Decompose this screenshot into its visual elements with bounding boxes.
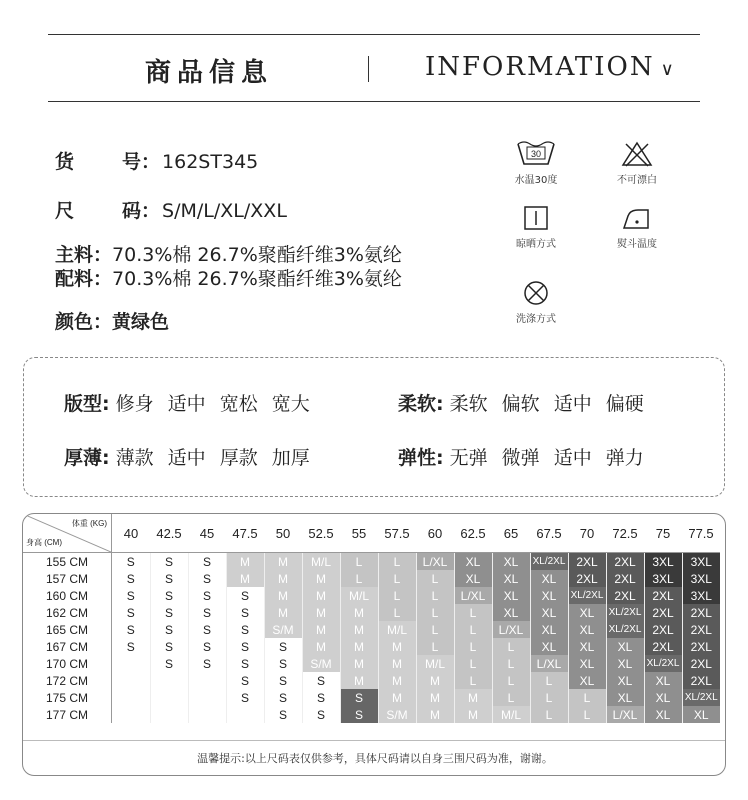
table-row (23, 587, 720, 604)
size-cell: 2XL (682, 638, 720, 655)
size-cell: S (302, 672, 340, 689)
no-bleach-icon (620, 140, 654, 168)
size-cell: S/M (264, 621, 302, 638)
size-cell: L/XL (606, 706, 644, 723)
size-cell: 2XL (682, 604, 720, 621)
size-table (23, 514, 720, 723)
size-cell: XL/2XL (568, 587, 606, 604)
fit-option (220, 389, 258, 416)
size-cell: S (226, 689, 264, 706)
size-label-2: 码 (122, 200, 142, 222)
size-cell: S (112, 638, 151, 655)
size-cell: 2XL (682, 655, 720, 672)
weight-column-header: 42.5 (150, 514, 188, 553)
fit-option (272, 443, 310, 470)
size-cell (150, 672, 188, 689)
size-cell: S (150, 655, 188, 672)
fit-option-label: 薄款 (115, 447, 154, 469)
size-cell: S (264, 689, 302, 706)
size-cell: M (340, 621, 378, 638)
weight-column-header: 47.5 (226, 514, 264, 553)
header-rule (48, 101, 700, 102)
fit-option (168, 389, 206, 416)
fit-option-label: 适中 (167, 393, 206, 415)
chevron-down-icon: ∨ (660, 59, 676, 80)
size-cell: L (340, 553, 378, 571)
fit-option-label: 弹力 (605, 447, 644, 469)
size-cell: L/XL (454, 587, 492, 604)
fit-option (116, 389, 154, 416)
table-row (23, 689, 720, 706)
color-row (55, 307, 169, 334)
size-cell: L (530, 689, 568, 706)
size-cell: XL (492, 553, 530, 571)
no-dryclean-icon (522, 279, 550, 307)
colon: ： (93, 311, 113, 333)
weight-column-header: 60 (416, 514, 454, 553)
weight-column-header: 67.5 (530, 514, 568, 553)
size-cell: L (530, 672, 568, 689)
fit-option-label: 修身 (115, 393, 154, 415)
size-cell: S (264, 672, 302, 689)
weight-column-header: 50 (264, 514, 302, 553)
weight-column-header: 62.5 (454, 514, 492, 553)
fit-option (502, 389, 540, 416)
size-cell (112, 689, 151, 706)
size-cell: XL (530, 621, 568, 638)
size-cell: XL/2XL (682, 689, 720, 706)
size-cell (188, 689, 226, 706)
colon: ： (93, 244, 113, 266)
size-cell: S (264, 655, 302, 672)
size-cell: M/L (378, 621, 416, 638)
fit-row-elastic (398, 443, 658, 470)
thick-label: 厚薄: (64, 447, 110, 469)
fit-option-label: 宽大 (271, 393, 310, 415)
size-cell: L (492, 672, 530, 689)
size-cell: S (188, 553, 226, 571)
size-cell: L (416, 570, 454, 587)
size-cell: XL (454, 570, 492, 587)
elastic-label: 弹性: (398, 447, 444, 469)
size-cell: 2XL (644, 604, 682, 621)
size-cell: XL (530, 604, 568, 621)
size-cell: L (416, 587, 454, 604)
size-cell: M (264, 570, 302, 587)
size-cell: S (150, 621, 188, 638)
table-row (23, 672, 720, 689)
size-cell: M (302, 604, 340, 621)
table-row (23, 638, 720, 655)
size-cell: 3XL (682, 553, 720, 571)
table-row (23, 655, 720, 672)
title-cn: 商品信息 (145, 58, 274, 88)
fit-option (450, 389, 488, 416)
size-cell: XL (606, 672, 644, 689)
fit-row-thick (64, 443, 324, 470)
version-label: 版型: (64, 393, 110, 415)
size-cell: L (378, 553, 416, 571)
size-cell: M (264, 587, 302, 604)
size-cell: XL (644, 672, 682, 689)
size-cell: 2XL (644, 587, 682, 604)
size-cell: XL (568, 604, 606, 621)
height-cell: 165 CM (23, 621, 112, 638)
weight-column-header: 57.5 (378, 514, 416, 553)
size-cell: 2XL (606, 570, 644, 587)
size-cell: XL/2XL (606, 604, 644, 621)
care-iron-label: 熨斗温度 (617, 239, 657, 250)
size-cell: L (492, 689, 530, 706)
size-cell (188, 706, 226, 723)
weight-column-header: 40 (112, 514, 151, 553)
care-wash-temp (505, 140, 567, 186)
size-cell: XL (454, 553, 492, 571)
fit-option (606, 389, 644, 416)
size-cell: L (492, 638, 530, 655)
size-cell: M (226, 570, 264, 587)
size-cell: S (188, 621, 226, 638)
height-cell: 172 CM (23, 672, 112, 689)
weight-column-header: 65 (492, 514, 530, 553)
fit-option (606, 443, 644, 470)
size-cell: XL (644, 706, 682, 723)
size-cell: XL (530, 638, 568, 655)
size-cell: XL (568, 621, 606, 638)
fit-option (272, 389, 310, 416)
size-cell: M (416, 689, 454, 706)
weight-column-header: 70 (568, 514, 606, 553)
size-cell: S/M (302, 655, 340, 672)
size-cell: S (302, 689, 340, 706)
table-row (23, 553, 720, 571)
fit-option-label: 微弹 (501, 447, 540, 469)
size-cell: 2XL (568, 570, 606, 587)
height-header: 身高 (CM) (26, 538, 62, 547)
size-cell: XL (606, 655, 644, 672)
size-cell: L (454, 655, 492, 672)
size-cell (150, 706, 188, 723)
size-cell: L (454, 621, 492, 638)
size-cell: M (340, 604, 378, 621)
height-cell: 160 CM (23, 587, 112, 604)
line-dry-icon (522, 204, 550, 232)
size-cell: 2XL (606, 553, 644, 571)
size-cell: XL (568, 672, 606, 689)
care-washing (505, 279, 567, 325)
size-cell: 3XL (644, 570, 682, 587)
size-cell: L (378, 570, 416, 587)
size-cell: XL (606, 638, 644, 655)
size-cell (112, 672, 151, 689)
size-cell: S (188, 638, 226, 655)
size-cell: M (302, 621, 340, 638)
size-cell: M (302, 587, 340, 604)
size-cell: M (378, 655, 416, 672)
colon: ： (93, 268, 113, 290)
care-wash-temp-label: 水温30度 (514, 175, 558, 186)
size-cell: 2XL (568, 553, 606, 571)
table-row (23, 621, 720, 638)
fit-option-label: 适中 (553, 447, 592, 469)
size-cell: L (454, 672, 492, 689)
size-cell: M/L (416, 655, 454, 672)
size-cell: M (416, 672, 454, 689)
weight-column-header: 52.5 (302, 514, 340, 553)
size-cell (150, 689, 188, 706)
care-dry (505, 204, 567, 250)
size-row (55, 196, 287, 223)
size-cell: L/XL (492, 621, 530, 638)
size-cell: XL (682, 706, 720, 723)
fit-option-label: 厚款 (219, 447, 258, 469)
size-cell: S (150, 638, 188, 655)
size-table-header (23, 514, 720, 553)
size-cell: XL (530, 570, 568, 587)
weight-column-header: 45 (188, 514, 226, 553)
size-cell: S (112, 587, 151, 604)
size-cell: S (112, 621, 151, 638)
size-cell: M (416, 706, 454, 723)
size-cell: S/M (378, 706, 416, 723)
colon: ： (141, 200, 161, 222)
soft-label: 柔软: (398, 393, 444, 415)
main-material-label: 主料 (55, 244, 94, 266)
lining-value: 70.3%棉 26.7%聚酯纤维3%氨纶 (112, 268, 402, 290)
size-label-1: 尺 (55, 200, 75, 222)
size-cell: L/XL (530, 655, 568, 672)
size-cell (188, 672, 226, 689)
size-table-body (23, 553, 720, 724)
size-cell: S (112, 553, 151, 571)
size-cell: M (454, 689, 492, 706)
height-cell: 162 CM (23, 604, 112, 621)
size-cell: L/XL (416, 553, 454, 571)
size-cell: M (340, 655, 378, 672)
size-cell: S (340, 689, 378, 706)
size-cell: S (226, 672, 264, 689)
size-cell: S (150, 553, 188, 571)
fit-option (450, 443, 488, 470)
size-cell: M (378, 672, 416, 689)
size-cell: S (340, 706, 378, 723)
fit-option-label: 宽松 (219, 393, 258, 415)
size-cell: S (226, 604, 264, 621)
size-cell: M (340, 672, 378, 689)
size-cell: L (416, 604, 454, 621)
size-cell: S (226, 655, 264, 672)
size-cell: XL/2XL (644, 655, 682, 672)
size-cell: L (492, 655, 530, 672)
item-number-label-2: 号 (122, 151, 142, 173)
size-cell (226, 706, 264, 723)
size-cell: 2XL (644, 638, 682, 655)
size-cell: S (302, 706, 340, 723)
fit-option-label: 柔软 (449, 393, 488, 415)
fit-option (168, 443, 206, 470)
size-cell: S (150, 604, 188, 621)
care-no-bleach-label: 不可漂白 (617, 175, 657, 186)
size-cell: M (302, 638, 340, 655)
fit-option-label: 适中 (167, 447, 206, 469)
top-rule (48, 34, 700, 35)
size-cell: L (454, 638, 492, 655)
fit-option-label: 偏硬 (605, 393, 644, 415)
weight-column-header: 75 (644, 514, 682, 553)
size-cell: S (226, 621, 264, 638)
size-cell: XL (492, 587, 530, 604)
main-material-value: 70.3%棉 26.7%聚酯纤维3%氨纶 (112, 244, 402, 266)
care-no-bleach (606, 140, 668, 186)
fit-option (554, 443, 592, 470)
size-cell: L (378, 604, 416, 621)
size-cell: S (188, 604, 226, 621)
table-row (23, 706, 720, 723)
size-cell (112, 706, 151, 723)
size-cell: M (302, 570, 340, 587)
item-number-label-1: 货 (55, 151, 75, 173)
size-cell: M (226, 553, 264, 571)
item-number-row (55, 147, 258, 174)
size-cell: XL (530, 587, 568, 604)
size-cell: XL (492, 604, 530, 621)
fit-option (116, 443, 154, 470)
size-cell: XL (568, 638, 606, 655)
size-cell: 3XL (682, 570, 720, 587)
size-cell: M (378, 689, 416, 706)
weight-column-header: 72.5 (606, 514, 644, 553)
fit-option-label: 偏软 (501, 393, 540, 415)
size-cell: M (340, 638, 378, 655)
height-cell: 170 CM (23, 655, 112, 672)
size-cell: XL (492, 570, 530, 587)
size-cell: 2XL (644, 621, 682, 638)
size-cell: S (188, 570, 226, 587)
title-en-text: INFORMATION (425, 52, 655, 82)
size-cell: L (454, 604, 492, 621)
title-separator (368, 56, 369, 82)
size-cell: L (416, 638, 454, 655)
size-cell: S (264, 706, 302, 723)
size-cell: M/L (302, 553, 340, 571)
height-cell: 177 CM (23, 706, 112, 723)
size-cell: S (188, 655, 226, 672)
size-cell: 2XL (682, 672, 720, 689)
color-label: 颜色 (55, 311, 94, 333)
fit-option-label: 无弹 (449, 447, 488, 469)
size-cell: M/L (340, 587, 378, 604)
fit-row-version (64, 389, 324, 416)
size-cell: L (568, 706, 606, 723)
size-tip: 温馨提示:以上尺码表仅供参考，具体尺码请以自身三围尺码为准，谢谢。 (197, 752, 553, 765)
size-cell: S (150, 570, 188, 587)
color-value: 黄绿色 (112, 311, 170, 333)
size-cell: M (378, 638, 416, 655)
size-cell: 3XL (682, 587, 720, 604)
care-dry-label: 晾晒方式 (516, 239, 556, 250)
size-cell: L (530, 706, 568, 723)
iron-icon (620, 204, 654, 232)
title-en (425, 52, 676, 82)
fit-option (220, 443, 258, 470)
wash-temp-value: 30 (530, 149, 542, 159)
table-row (23, 570, 720, 587)
weight-header: 体重 (KG) (71, 519, 107, 528)
height-cell: 167 CM (23, 638, 112, 655)
fit-option-label: 加厚 (271, 447, 310, 469)
size-cell: S (150, 587, 188, 604)
size-cell: M (454, 706, 492, 723)
size-cell: S (112, 570, 151, 587)
table-row (23, 604, 720, 621)
size-cell: 3XL (644, 553, 682, 571)
care-iron (606, 204, 668, 250)
fit-option (554, 389, 592, 416)
fit-attributes-box (23, 357, 725, 497)
size-cell: XL/2XL (530, 553, 568, 571)
size-cell: L (378, 587, 416, 604)
size-cell: M (264, 553, 302, 571)
size-table-corner (23, 514, 112, 553)
wash-tub-icon (516, 140, 556, 168)
height-cell: 157 CM (23, 570, 112, 587)
size-chart (22, 513, 726, 776)
size-cell: XL/2XL (606, 621, 644, 638)
item-number-value: 162ST345 (162, 151, 259, 173)
size-cell: L (568, 689, 606, 706)
size-value: S/M/L/XL/XXL (162, 200, 287, 222)
size-cell: M (264, 604, 302, 621)
size-cell: L (416, 621, 454, 638)
fit-option (502, 443, 540, 470)
size-cell: XL (568, 655, 606, 672)
fit-option-label: 适中 (553, 393, 592, 415)
lining-row (55, 264, 402, 291)
size-cell: XL (644, 689, 682, 706)
weight-column-header: 77.5 (682, 514, 720, 553)
size-cell: S (264, 638, 302, 655)
size-cell: S (226, 587, 264, 604)
fit-row-soft (398, 389, 658, 416)
lining-label: 配料 (55, 268, 94, 290)
size-cell: S (188, 587, 226, 604)
care-washing-label: 洗涤方式 (516, 314, 556, 325)
height-cell: 175 CM (23, 689, 112, 706)
size-cell: 2XL (606, 587, 644, 604)
size-cell: XL (606, 689, 644, 706)
size-cell (112, 655, 151, 672)
size-cell: S (112, 604, 151, 621)
main-material-row (55, 240, 402, 267)
size-cell: M/L (492, 706, 530, 723)
size-cell: S (226, 638, 264, 655)
weight-column-header: 55 (340, 514, 378, 553)
colon: ： (141, 151, 161, 173)
height-cell: 155 CM (23, 553, 112, 571)
tip-divider (23, 740, 726, 741)
size-cell: 2XL (682, 621, 720, 638)
size-cell: L (340, 570, 378, 587)
